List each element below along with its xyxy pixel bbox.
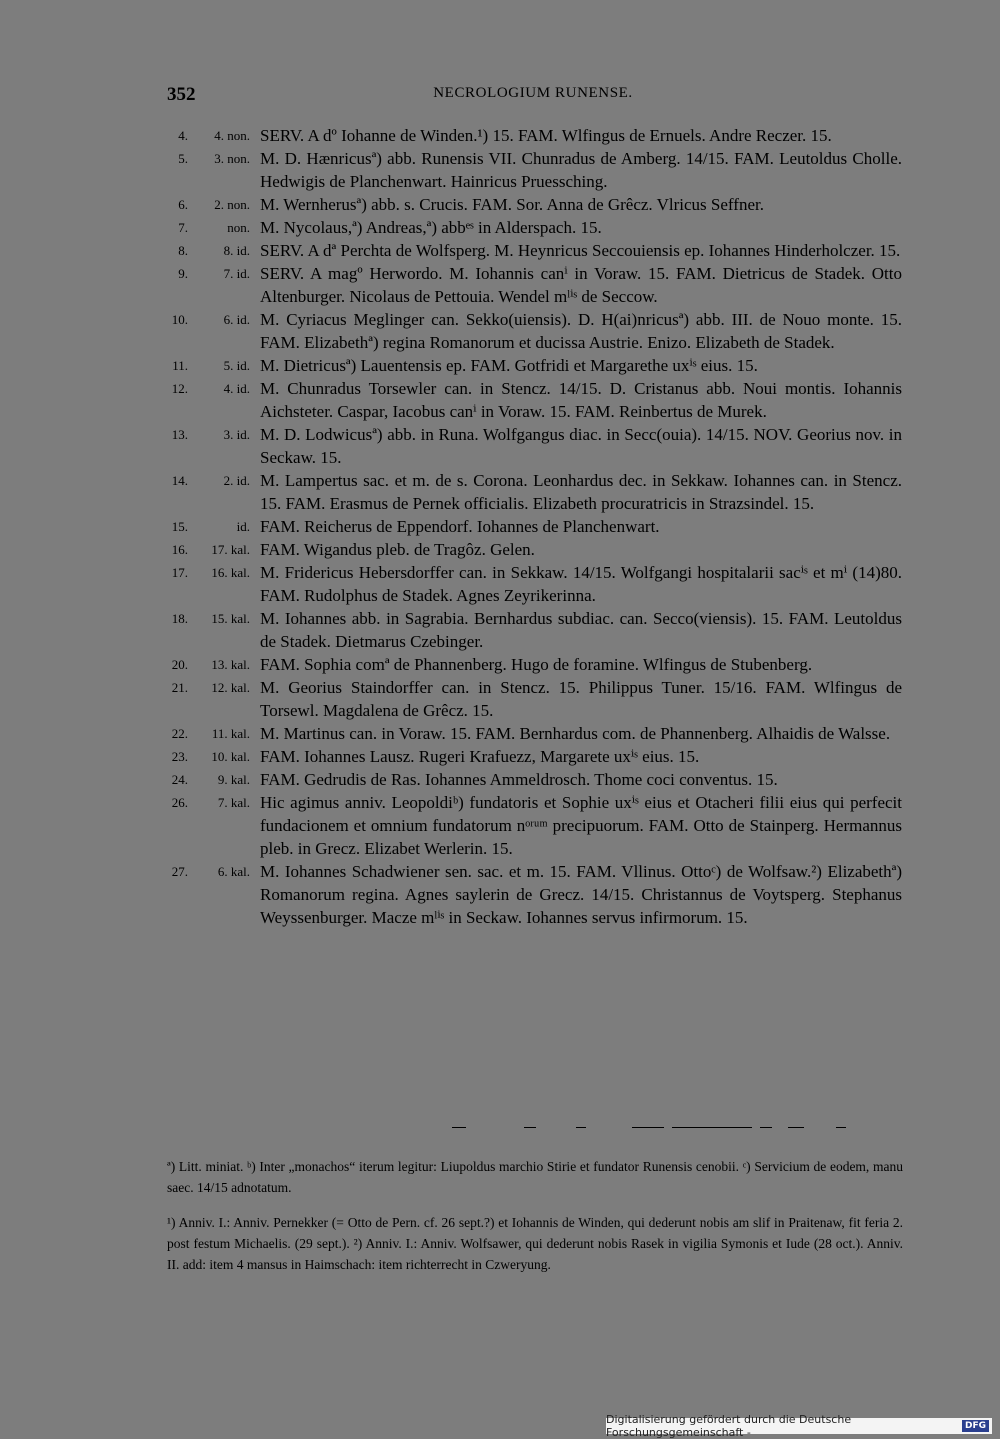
- entry-row: [160, 262, 902, 308]
- page-header: [167, 84, 899, 108]
- entry-text: M. Wernherusª) abb. s. Crucis. FAM. Sor. Anna de Grêcz. Vlricus Seffner.: [260, 195, 764, 214]
- entry-text: M. Lampertus sac. et m. de s. Corona. Leonhardus dec. in Sekkaw. Iohannes can. in Stencz. 15. FAM. Erasmus de Pernek officialis. Elizabeth procuratricis in Strazsindel. 15.: [260, 471, 902, 513]
- entry-day: 16.: [171, 542, 188, 557]
- entry-text: M. Fridericus Hebersdorffer can. in Sekkaw. 14/15. Wolfgangi hospitalarii sacⁱˢ et mⁱ (14)80. FAM. Rudolphus de Stadek. Agnes Zeyrikerinna.: [260, 563, 902, 605]
- entry-day: 23.: [171, 749, 188, 764]
- entry-day: 14.: [171, 473, 188, 488]
- entry-roman-date: 8. id.: [223, 243, 250, 258]
- necrology-entries: [160, 124, 902, 929]
- footnotes-lettered: ª) Litt. miniat. ᵇ) Inter „monachos“ iterum legitur: Liupoldus marchio Stirie et fundator Runensis cenobii. ᶜ) Servicium de eodem, manu saec. 14/15 adnotatum.: [167, 1159, 903, 1195]
- entry-row: [160, 860, 902, 929]
- entry-text: M. Martinus can. in Voraw. 15. FAM. Bernhardus com. de Phannenberg. Alhaidis de Walsse.: [260, 724, 891, 743]
- entry-row: [160, 607, 902, 653]
- entry-row: [160, 239, 902, 262]
- entry-row: [160, 216, 902, 239]
- entry-day: 9.: [178, 266, 188, 281]
- dfg-logo-icon: DFG: [962, 1420, 989, 1432]
- entry-day: 8.: [178, 243, 188, 258]
- rule-dash: [632, 1127, 664, 1128]
- rule-dash: [788, 1127, 804, 1128]
- entry-row: [160, 791, 902, 860]
- entry-row: [160, 653, 902, 676]
- entry-text: M. D. Hænricusª) abb. Runensis VII. Chunradus de Amberg. 14/15. FAM. Leutoldus Cholle. Hedwigis de Planchenwart. Hainricus Pruessching.: [260, 149, 902, 191]
- entry-row: [160, 561, 902, 607]
- rule-dash: [524, 1127, 536, 1128]
- entry-roman-date: 15. kal.: [211, 611, 250, 626]
- entry-day: 20.: [171, 657, 188, 672]
- page-number: 352: [167, 84, 196, 105]
- dfg-funding-banner: [606, 1413, 992, 1439]
- entry-text: M. Chunradus Torsewler can. in Stencz. 14/15. D. Cristanus abb. Noui montis. Iohannis Aichsteter. Caspar, Iacobus canⁱ in Voraw. 15. FAM. Reinbertus de Murek.: [260, 379, 902, 421]
- entry-roman-date: 2. id.: [223, 473, 250, 488]
- entry-day: 13.: [171, 427, 188, 442]
- entry-row: [160, 423, 902, 469]
- entry-day: 4.: [178, 128, 188, 143]
- entry-text: SERV. A dº Iohanne de Winden.¹) 15. FAM. Wlfingus de Ernuels. Andre Reczer. 15.: [260, 126, 832, 145]
- entry-text: M. Cyriacus Meglinger can. Sekko(uiensis). D. H(ai)nricusª) abb. III. de Nouo monte. 15. FAM. Elizabethª) regina Romanorum et ducissa Austrie. Enizo. Elizabeth de Stadek.: [260, 310, 902, 352]
- entry-text: FAM. Reicherus de Eppendorf. Iohannes de Planchenwart.: [260, 517, 660, 536]
- entry-day: 10.: [171, 312, 188, 327]
- entry-row: [160, 377, 902, 423]
- entry-roman-date: 3. non.: [214, 151, 250, 166]
- entry-day: 27.: [171, 864, 188, 879]
- entry-roman-date: 7. kal.: [217, 795, 250, 810]
- entry-day: 11.: [172, 358, 188, 373]
- entry-roman-date: 3. id.: [223, 427, 250, 442]
- section-rule: [452, 1127, 862, 1129]
- entry-roman-date: 5. id.: [223, 358, 250, 373]
- rule-dash: [836, 1127, 846, 1128]
- rule-dash: [576, 1127, 586, 1128]
- entry-text: M. Iohannes Schadwiener sen. sac. et m. 15. FAM. Vllinus. Ottoᶜ) de Wolfsaw.²) Elizabethª) Romanorum regina. Agnes saylerin de Grecz. 14/15. Christannus de Voytsperg. Stephanus Weyssenburger. Macze mˡⁱˢ in Seckaw. Iohannes servus infirmorum. 15.: [260, 862, 902, 927]
- entry-roman-date: 17. kal.: [211, 542, 250, 557]
- entry-row: [160, 308, 902, 354]
- entry-roman-date: 4. id.: [223, 381, 250, 396]
- entry-text: SERV. A dª Perchta de Wolfsperg. M. Heynricus Seccouiensis ep. Iohannes Hinderholczer. 15.: [260, 241, 901, 260]
- entry-text: FAM. Iohannes Lausz. Rugeri Krafuezz, Margarete uxⁱˢ eius. 15.: [260, 747, 700, 766]
- entry-day: 5.: [178, 151, 188, 166]
- entry-roman-date: non.: [227, 220, 250, 235]
- entry-roman-date: 2. non.: [214, 197, 250, 212]
- entry-day: 6.: [178, 197, 188, 212]
- entry-day: 18.: [171, 611, 188, 626]
- entry-row: [160, 745, 902, 768]
- entry-roman-date: 4. non.: [214, 128, 250, 143]
- rule-dash: [452, 1127, 466, 1128]
- entry-text: SERV. A magº Herwordo. M. Iohannis canⁱ in Voraw. 15. FAM. Dietricus de Stadek. Otto Altenburger. Nicolaus de Pettouia. Wendel mˡⁱˢ de Seccow.: [260, 264, 902, 306]
- entry-row: [160, 193, 902, 216]
- rule-dash: [760, 1127, 772, 1128]
- entry-row: [160, 722, 902, 745]
- entry-roman-date: 11. kal.: [211, 726, 250, 741]
- entry-day: 26.: [171, 795, 188, 810]
- entry-text: M. D. Lodwicusª) abb. in Runa. Wolfgangus diac. in Secc(ouia). 14/15. NOV. Georius nov. in Seckaw. 15.: [260, 425, 902, 467]
- entry-roman-date: 13. kal.: [211, 657, 250, 672]
- entry-text: M. Iohannes abb. in Sagrabia. Bernhardus subdiac. can. Secco(viensis). 15. FAM. Leutoldus de Stadek. Dietmarus Czebinger.: [260, 609, 902, 651]
- entry-text: FAM. Gedrudis de Ras. Iohannes Ammeldrosch. Thome coci conventus. 15.: [260, 770, 778, 789]
- dfg-banner-text: Digitalisierung gefördert durch die Deutsche Forschungsgemeinschaft -: [606, 1413, 852, 1439]
- entry-text: FAM. Sophia comª de Phannenberg. Hugo de foramine. Wlfingus de Stubenberg.: [260, 655, 813, 674]
- entry-roman-date: 6. kal.: [217, 864, 250, 879]
- entry-day: 24.: [171, 772, 188, 787]
- footnotes-numbered: ¹) Anniv. I.: Anniv. Pernekker (= Otto de Pern. cf. 26 sept.?) et Iohannis de Winden, qui dederunt nobis am slif in Praitenaw, fit feria 2. post festum Michaelis. (29 sept.). ²) Anniv. I.: Anniv. Wolfsawer, qui dederunt nobis Rasek in vigilia Symonis et Iude (28 oct.). Anniv. II. add: item 4 mansus in Haimschach: item richterrecht in Czweryung.: [167, 1215, 903, 1272]
- entry-row: [160, 538, 902, 561]
- entry-row: [160, 676, 902, 722]
- entry-text: M. Nycolaus,ª) Andreas,ª) abbᵉˢ in Alderspach. 15.: [260, 218, 602, 237]
- entry-roman-date: id.: [236, 519, 250, 534]
- entry-roman-date: 7. id.: [223, 266, 250, 281]
- entry-text: FAM. Wigandus pleb. de Tragôz. Gelen.: [260, 540, 535, 559]
- entry-text: Hic agimus anniv. Leopoldiᵇ) fundatoris et Sophie uxⁱˢ eius et Otacheri filii eius qui perfecit fundacionem et omnium fundatorum nᵒʳᵘᵐ precipuorum. FAM. Otto de Stainperg. Hermannus pleb. in Grecz. Elizabet Werlerin. 15.: [260, 793, 902, 858]
- entry-day: 17.: [171, 565, 188, 580]
- running-title: NECROLOGIUM RUNENSE.: [433, 85, 633, 101]
- rule-dash: [672, 1127, 752, 1128]
- entry-day: 12.: [171, 381, 188, 396]
- entry-row: [160, 515, 902, 538]
- entry-text: M. Dietricusª) Lauentensis ep. FAM. Gotfridi et Margarethe uxⁱˢ eius. 15.: [260, 356, 758, 375]
- entry-row: [160, 124, 902, 147]
- entry-day: 7.: [178, 220, 188, 235]
- entry-roman-date: 9. kal.: [217, 772, 250, 787]
- entry-day: 22.: [171, 726, 188, 741]
- entry-row: [160, 354, 902, 377]
- entry-row: [160, 469, 902, 515]
- entry-roman-date: 16. kal.: [211, 565, 250, 580]
- entry-day: 21.: [171, 680, 188, 695]
- entry-row: [160, 147, 902, 193]
- entry-row: [160, 768, 902, 791]
- entry-roman-date: 10. kal.: [211, 749, 250, 764]
- entry-text: M. Georius Staindorffer can. in Stencz. 15. Philippus Tuner. 15/16. FAM. Wlfingus de Torsewl. Magdalena de Grêcz. 15.: [260, 678, 902, 720]
- entry-roman-date: 12. kal.: [211, 680, 250, 695]
- entry-roman-date: 6. id.: [223, 312, 250, 327]
- entry-day: 15.: [171, 519, 188, 534]
